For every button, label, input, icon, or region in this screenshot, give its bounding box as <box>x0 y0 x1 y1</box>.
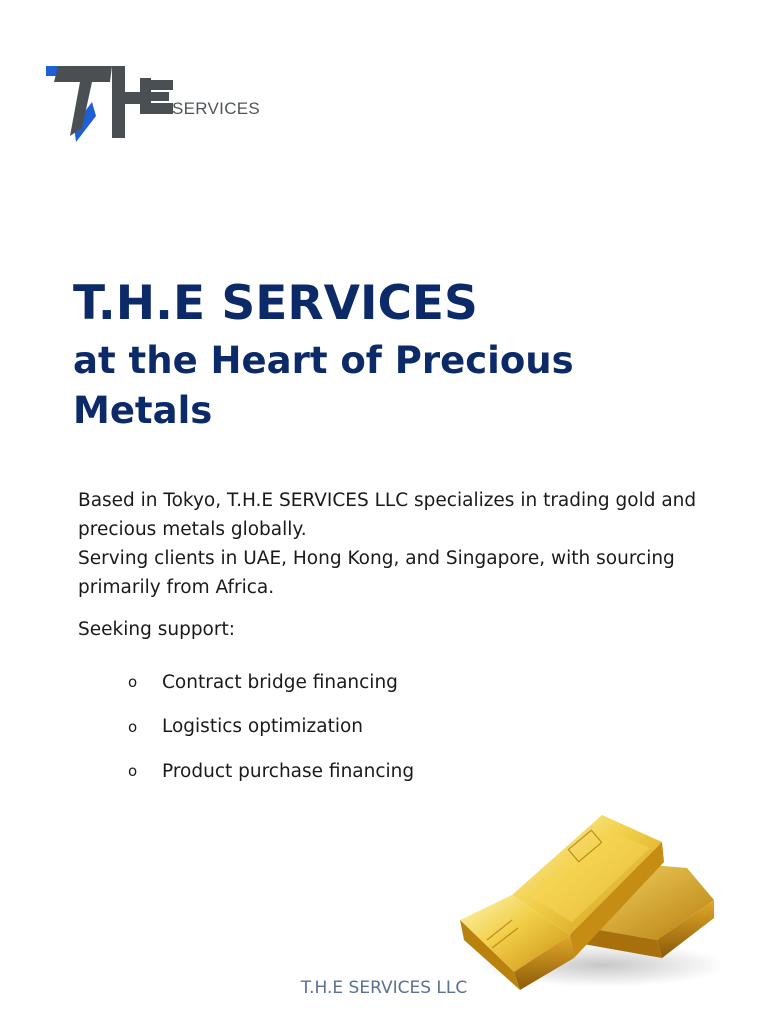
list-item-label: Contract bridge financing <box>162 671 398 693</box>
logo-services-text: SERVICES <box>172 99 261 118</box>
list-item-label: Product purchase financing <box>162 760 415 782</box>
support-list <box>128 660 414 794</box>
intro-text <box>78 486 718 602</box>
company-logo <box>44 64 264 146</box>
the-logo-mark <box>44 64 174 146</box>
bullet-icon: o <box>128 717 138 736</box>
list-item-label: Logistics optimization <box>162 716 364 738</box>
bullet-icon: o <box>128 762 138 781</box>
list-item <box>128 749 414 794</box>
list-item <box>128 705 414 750</box>
list-item <box>128 660 414 705</box>
intro-paragraph-1: Based in Tokyo, T.H.E SERVICES LLC specializes in trading gold and precious metals globally. <box>78 490 697 540</box>
footer-company-name: T.H.E SERVICES LLC <box>300 978 468 998</box>
support-label: Seeking support: <box>78 619 235 640</box>
gold-bars-image <box>452 800 720 990</box>
intro-paragraph-2: Serving clients in UAE, Hong Kong, and Singapore, with sourcing primarily from Africa. <box>78 548 675 598</box>
page-title: T.H.E SERVICES <box>73 276 478 331</box>
page-subtitle: at the Heart of Precious Metals <box>73 339 574 432</box>
gold-bars-icon <box>452 800 720 990</box>
bullet-icon: o <box>128 673 138 692</box>
